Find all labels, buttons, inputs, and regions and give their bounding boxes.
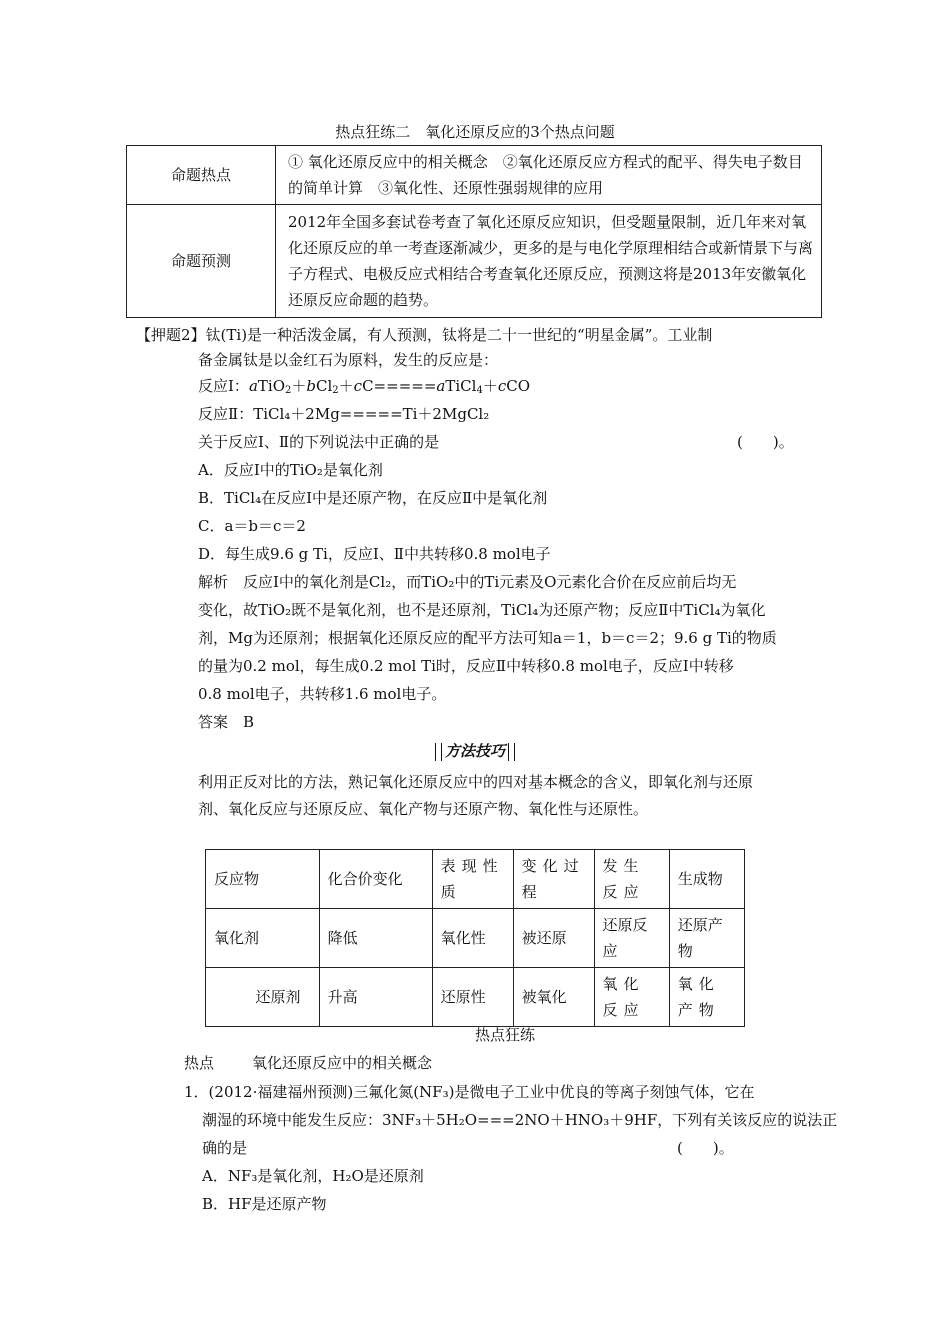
option-c: C．a＝b＝c＝2 <box>198 517 306 535</box>
question-intro <box>136 321 712 349</box>
method-text: 利用正反对比的方法，熟记氧化还原反应中的四对基本概念的含义，即氧化剂与还原 <box>198 773 754 791</box>
reaction-2: 反应Ⅱ：TiCl₄＋2Mg=====Ti＋2MgCl₂ <box>198 405 490 423</box>
q1-line: 1．(2012·福建福州预测)三氟化氮(NF₃)是微电子工业中优良的等离子刻蚀气体，它在 <box>184 1083 755 1101</box>
question-intro-2: 备金属钛是以金红石为原料，发生的反应是： <box>198 351 499 369</box>
option-d: D．每生成9.6 g Ti，反应Ⅰ、Ⅱ中共转移0.8 mol电子 <box>198 545 551 563</box>
method-heading <box>0 740 950 761</box>
analysis-line: 0.8 mol电子，共转移1.6 mol电子。 <box>198 685 447 703</box>
question-label: 【押题2】 <box>136 326 206 344</box>
table-cell: 氧化剂 <box>206 909 320 968</box>
table-row <box>127 205 822 318</box>
method-text: 剂、氧化反应与还原反应、氧化产物与还原产物、氧化性与还原性。 <box>198 800 649 818</box>
info-content: ① 氧化还原反应中的相关概念 ②氧化还原反应方程式的配平、得失电子数目的简单计算 ③氧化性、还原性强弱规律的应用 <box>276 146 822 205</box>
table-cell: 氧化产物 <box>669 968 744 1027</box>
q1-option-b: B．HF是还原产物 <box>202 1195 327 1213</box>
table-cell: 被还原 <box>513 909 594 968</box>
table-row <box>206 850 745 909</box>
option-b: B．TiCl₄在反应Ⅰ中是还原产物，在反应Ⅱ中是氧化剂 <box>198 489 548 507</box>
answer-line: 答案 B <box>198 713 255 731</box>
section-title: 热点狂练 <box>474 1026 535 1044</box>
table-row <box>206 968 745 1027</box>
heading-bar-icon <box>435 743 442 761</box>
info-head: 命题热点 <box>127 146 276 205</box>
table-header-cell: 反应物 <box>206 850 320 909</box>
concept-table <box>205 849 745 1027</box>
method-heading-text: 方法技巧 <box>444 742 505 760</box>
q1-bracket: ( )。 <box>677 1139 734 1157</box>
info-content: 2012年全国多套试卷考查了氧化还原反应知识，但受题量限制，近几年来对氧化还原反应的单一考查逐渐减少，更多的是与电化学原理相结合或新情景下与离子方程式、电极反应式相结合考查氧化还原反应，预测这将是2013年安徽氧化还原反应命题的趋势。 <box>276 205 822 318</box>
table-cell: 氧化反应 <box>594 968 669 1027</box>
table-header-cell: 变化过程 <box>513 850 594 909</box>
info-head: 命题预测 <box>127 205 276 318</box>
option-a: A．反应Ⅰ中的TiO₂是氧化剂 <box>198 461 383 479</box>
analysis-line: 剂，Mg为还原剂；根据氧化还原反应的配平方法可知a＝1，b＝c＝2；9.6 g Ti的物质 <box>198 629 777 647</box>
table-row <box>127 146 822 205</box>
table-cell: 还原性 <box>432 968 513 1027</box>
q1-line: 确的是 <box>202 1139 248 1157</box>
table-cell: 还原剂 <box>206 968 320 1027</box>
table-header-cell: 化合价变化 <box>319 850 432 909</box>
answer-bracket: ( )。 <box>737 433 794 451</box>
question-stem: 关于反应Ⅰ、Ⅱ的下列说法中正确的是 <box>198 433 440 451</box>
page-title: 热点狂练二 氧化还原反应的3个热点问题 <box>335 123 615 141</box>
question-intro-text: 钛(Ti)是一种活泼金属，有人预测，钛将是二十一世纪的“明星金属”。工业制 <box>205 326 713 344</box>
reaction-1: 反应Ⅰ：aTiO$_2$＋bCl$_2$＋cC=====aTiCl$_4$＋cCO <box>198 377 531 396</box>
q1-option-a: A．NF₃是氧化剂，H₂O是还原剂 <box>202 1167 424 1185</box>
table-cell: 升高 <box>319 968 432 1027</box>
table-cell: 还原产物 <box>669 909 744 968</box>
analysis-line: 的量为0.2 mol，每生成0.2 mol Ti时，反应Ⅱ中转移0.8 mol电子，反应Ⅰ中转移 <box>198 657 734 675</box>
table-cell: 被氧化 <box>513 968 594 1027</box>
hot-text: 氧化还原反应中的相关概念 <box>252 1054 433 1072</box>
heading-bar-icon <box>508 743 515 761</box>
hot-label: 热点 <box>184 1054 215 1072</box>
analysis-line: 变化，故TiO₂既不是氧化剂，也不是还原剂，TiCl₄为还原产物；反应Ⅱ中TiCl₄为氧化 <box>198 601 766 619</box>
info-table <box>126 145 822 318</box>
table-header-cell: 表现性质 <box>432 850 513 909</box>
table-cell: 还原反应 <box>594 909 669 968</box>
q1-line: 潮湿的环境中能发生反应：3NF₃＋5H₂O===2NO＋HNO₃＋9HF，下列有关该反应的说法正 <box>202 1111 838 1129</box>
analysis-line: 解析 反应Ⅰ中的氧化剂是Cl₂，而TiO₂中的Ti元素及O元素化合价在反应前后均无 <box>198 573 737 591</box>
table-row <box>206 909 745 968</box>
table-header-cell: 生成物 <box>669 850 744 909</box>
table-cell: 降低 <box>319 909 432 968</box>
table-cell: 氧化性 <box>432 909 513 968</box>
reaction-1-label: 反应Ⅰ： <box>198 377 249 395</box>
table-header-cell: 发生反应 <box>594 850 669 909</box>
